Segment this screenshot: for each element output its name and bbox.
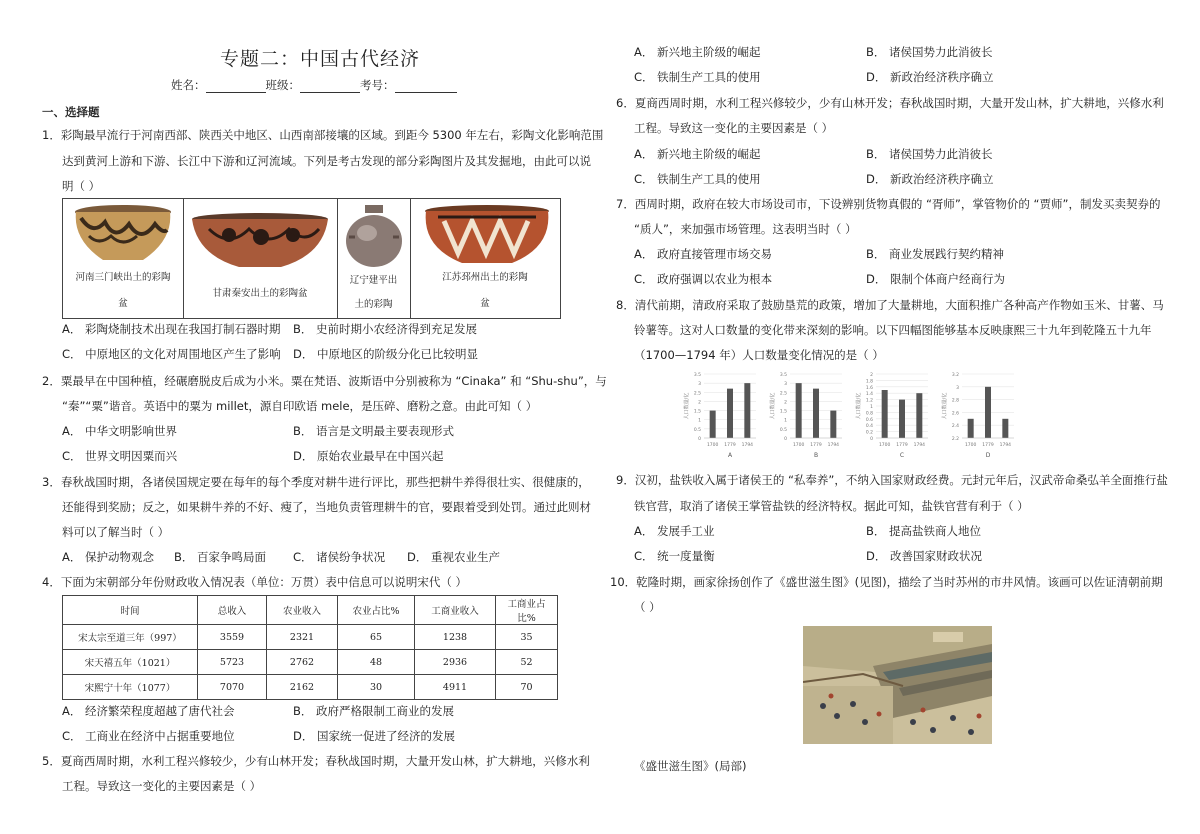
q3-option-b[interactable]: B． 百家争鸣局面 xyxy=(174,550,267,564)
table-cell: 35 xyxy=(496,625,558,650)
y-tick-label: 0.2 xyxy=(865,430,873,436)
table-cell: 30 xyxy=(338,675,415,700)
q4-option-d[interactable]: D． 国家统一促进了经济的发展 xyxy=(293,729,456,743)
table-row xyxy=(63,650,558,675)
y-tick-label: 1.8 xyxy=(865,379,873,385)
y-tick-label: 0 xyxy=(698,437,701,442)
q7-option-c[interactable]: C． 政府强调以农业为根本 xyxy=(634,272,773,286)
q3-line-1: 3．春秋战国时期，各诸侯国规定要在每年的每个季度对耕牛进行评比，那些把耕牛养得很壮实、很健康的， xyxy=(42,475,590,489)
y-tick-label: 0.5 xyxy=(693,427,701,433)
y-tick-label: 0.5 xyxy=(779,427,787,433)
y-tick-label: 1.2 xyxy=(865,398,873,404)
table-cell: 宋太宗至道三年（997） xyxy=(63,625,198,650)
q7-option-b[interactable]: B． 商业发展践行契约精神 xyxy=(866,247,1005,261)
section-heading: 一、选择题 xyxy=(42,105,100,119)
bar xyxy=(710,411,716,438)
number-label: 考号： xyxy=(360,78,395,92)
population-chart-b xyxy=(768,370,846,460)
y-tick-label: 2 xyxy=(698,400,701,406)
y-tick-label: 2.5 xyxy=(693,391,701,397)
q10-line-2: （ ） xyxy=(634,600,661,614)
y-tick-label: 3 xyxy=(784,382,787,388)
y-tick-label: 1 xyxy=(784,418,787,424)
pottery-caption-4: 江苏邳州出土的彩陶 盆 xyxy=(442,272,528,309)
x-tick-label: 1700 xyxy=(792,443,805,448)
q1-line-2: 达到黄河上游和下游、长江中下游和辽河流域。下列是考古发现的部分彩陶图片及其发掘地，由此可以说 xyxy=(62,154,591,168)
y-tick-label: 0 xyxy=(870,437,873,442)
q8-line-2: 铃薯等。这对人口数量的变化带来深刻的影响。以下四幅图能够基本反映康熙三十九年到乾隆五十九年 xyxy=(634,323,1152,337)
y-axis-label: 人口数量/亿 xyxy=(942,392,948,420)
pottery-image-4 xyxy=(418,203,556,267)
q2-line-1: 2．粟最早在中国种植，经碾磨脱皮后成为小米。粟在梵语、波斯语中分别被称为 “Cinaka” 和 “Shu-shu”，与 xyxy=(42,374,607,388)
table-header: 工商业收入 xyxy=(415,596,496,625)
y-tick-label: 2.4 xyxy=(951,424,959,430)
q6-option-c[interactable]: C． 铁制生产工具的使用 xyxy=(634,172,761,186)
table-cell: 3559 xyxy=(198,625,267,650)
q1-option-c[interactable]: C． 中原地区的文化对周围地区产生了影响 xyxy=(62,347,281,361)
y-tick-label: 3 xyxy=(698,382,701,388)
q2-option-d[interactable]: D． 原始农业最早在中国兴起 xyxy=(293,449,444,463)
x-tick-label: 1794 xyxy=(999,443,1012,448)
pottery-image-3 xyxy=(343,203,405,269)
bar xyxy=(882,390,888,438)
q1-option-b[interactable]: B． 史前时期小农经济得到充足发展 xyxy=(293,322,478,336)
q6-option-b[interactable]: B． 诸侯国势力此消彼长 xyxy=(866,147,993,161)
pottery-image-1 xyxy=(71,202,175,266)
y-tick-label: 3.5 xyxy=(693,373,701,378)
q9-line-2: 铁官营，取消了诸侯王掌管盐铁的经济特权。据此可知，盐铁官营有利于（ ） xyxy=(634,499,1029,513)
y-axis-label: 人口数量/亿 xyxy=(770,392,776,420)
q7-option-d[interactable]: D． 限制个体商户经商行为 xyxy=(866,272,1006,286)
chart-option-label: C xyxy=(899,452,905,459)
q10-line-1: 10．乾隆时期，画家徐扬创作了《盛世滋生图》(见图)，描绘了当时苏州的市井风情。该画可以佐证清朝前期 xyxy=(610,575,1163,589)
table-cell: 2762 xyxy=(267,650,338,675)
y-tick-label: 3 xyxy=(956,385,959,391)
q5-option-d[interactable]: D． 新政治经济秩序确立 xyxy=(866,70,994,84)
y-tick-label: 0.6 xyxy=(865,417,873,423)
bar xyxy=(813,389,819,438)
q6-line-2: 工程。导致这一变化的主要因素是（ ） xyxy=(634,121,834,135)
x-tick-label: 1779 xyxy=(810,443,822,448)
y-tick-label: 2.2 xyxy=(951,437,959,442)
q9-line-1: 9．汉初，盐铁收入属于诸侯王的 “私奉养”，不纳入国家财政经费。元封元年后，汉武帝命桑弘羊全面推行盐 xyxy=(616,473,1168,487)
chart-option-label: A xyxy=(727,452,733,459)
table-cell: 7070 xyxy=(198,675,267,700)
q1-option-a[interactable]: A． 彩陶烧制技术出现在我国打制石器时期 xyxy=(62,322,281,336)
class-blank[interactable] xyxy=(300,81,360,93)
y-tick-label: 1.5 xyxy=(693,409,701,415)
table-cell: 宋熙宁十年（1077） xyxy=(63,675,198,700)
x-tick-label: 1794 xyxy=(741,443,754,448)
bar xyxy=(744,383,750,438)
table-cell: 5723 xyxy=(198,650,267,675)
q5-line-2: 工程。导致这一变化的主要因素是（ ） xyxy=(62,779,262,793)
q5-option-b[interactable]: B． 诸侯国势力此消彼长 xyxy=(866,45,993,59)
q3-option-a[interactable]: A． 保护动物观念 xyxy=(62,550,155,564)
bar xyxy=(985,387,991,438)
table-cell: 1238 xyxy=(415,625,496,650)
q4-option-c[interactable]: C． 工商业在经济中占据重要地位 xyxy=(62,729,235,743)
y-tick-label: 0 xyxy=(784,437,787,442)
y-axis-label: 人口数量/亿 xyxy=(856,392,862,420)
q2-option-c[interactable]: C． 世界文明因粟而兴 xyxy=(62,449,178,463)
table-cell: 2321 xyxy=(267,625,338,650)
y-tick-label: 1 xyxy=(698,418,701,424)
q6-option-d[interactable]: D． 新政治经济秩序确立 xyxy=(866,172,994,186)
bar xyxy=(968,419,974,438)
y-tick-label: 1.4 xyxy=(865,392,873,398)
bar xyxy=(796,383,802,438)
q3-line-2: 还能得到奖励；反之，如果耕牛养的不好、瘦了，当地负责管理耕牛的官，要跟着受到处罚。通过此则材 xyxy=(62,500,591,514)
population-chart-c xyxy=(854,370,932,460)
y-tick-label: 2.5 xyxy=(779,391,787,397)
table-header: 总收入 xyxy=(198,596,267,625)
table-cell: 70 xyxy=(496,675,558,700)
table-header-row xyxy=(63,596,558,625)
table-cell: 2936 xyxy=(415,650,496,675)
x-tick-label: 1700 xyxy=(964,443,977,448)
name-blank[interactable] xyxy=(206,81,266,93)
y-tick-label: 0.8 xyxy=(865,411,873,417)
pottery-image-2 xyxy=(189,211,331,271)
q8-line-3: （1700—1794 年）人口数量变化情况的是（ ） xyxy=(634,348,884,362)
bar xyxy=(830,411,836,438)
q4-option-b[interactable]: B． 政府严格限制工商业的发展 xyxy=(293,704,455,718)
x-tick-label: 1779 xyxy=(896,443,908,448)
x-tick-label: 1700 xyxy=(706,443,719,448)
x-tick-label: 1700 xyxy=(878,443,891,448)
painting-image xyxy=(803,626,992,744)
table-cell: 4911 xyxy=(415,675,496,700)
q8-line-1: 8．清代前期，清政府采取了鼓励垦荒的政策，增加了大量耕地，大面积推广各种高产作物如玉米、甘薯、马 xyxy=(616,298,1164,312)
table-cell: 2162 xyxy=(267,675,338,700)
revenue-table xyxy=(62,595,558,700)
x-tick-label: 1794 xyxy=(913,443,926,448)
y-tick-label: 2 xyxy=(784,400,787,406)
population-chart-a xyxy=(682,370,760,460)
q1-line-1: 1．彩陶最早流行于河南西部、陕西关中地区、山西南部接壤的区域。到距今 5300 年左右，彩陶文化影响范围 xyxy=(42,128,604,142)
y-axis-label: 人口数量/亿 xyxy=(684,392,690,420)
painting-caption: 《盛世滋生图》(局部) xyxy=(634,759,747,773)
pottery-caption-1: 河南三门峡出土的彩陶 盆 xyxy=(75,272,171,309)
q9-option-d[interactable]: D． 改善国家财政状况 xyxy=(866,549,983,563)
population-chart-d xyxy=(940,370,1018,460)
y-tick-label: 2.6 xyxy=(951,411,959,417)
q9-option-b[interactable]: B． 提高盐铁商人地位 xyxy=(866,524,982,538)
q5-option-c[interactable]: C． 铁制生产工具的使用 xyxy=(634,70,761,84)
population-charts xyxy=(682,370,1022,462)
y-tick-label: 1.6 xyxy=(865,385,873,391)
q9-option-c[interactable]: C． 统一度量衡 xyxy=(634,549,715,563)
table-header: 农业收入 xyxy=(267,596,338,625)
table-cell: 52 xyxy=(496,650,558,675)
page-title: 专题二：中国古代经济 xyxy=(220,48,421,70)
q7-line-2: “质人”，来加强市场管理。这表明当时（ ） xyxy=(634,222,857,236)
chart-option-label: D xyxy=(985,452,991,459)
q3-line-3: 料可以了解当时（ ） xyxy=(62,525,170,539)
bar xyxy=(916,393,922,438)
q9-option-a[interactable]: A． 发展手工业 xyxy=(634,524,715,538)
q3-option-c[interactable]: C． 诸侯纷争状况 xyxy=(293,550,386,564)
table-header: 农业占比% xyxy=(338,596,415,625)
q4-option-a[interactable]: A． 经济繁荣程度超越了唐代社会 xyxy=(62,704,235,718)
class-label: 班级： xyxy=(265,78,300,92)
q1-option-d[interactable]: D． 中原地区的阶级分化已比较明显 xyxy=(293,347,479,361)
q7-line-1: 7．西周时期，政府在较大市场设司市，下设辨别货物真假的 “胥师”，掌管物价的 “贾师”，制发买卖契券的 xyxy=(616,197,1161,211)
x-tick-label: 1779 xyxy=(982,443,994,448)
bar xyxy=(1002,419,1008,438)
bar xyxy=(727,389,733,438)
pottery-caption-2: 甘肃秦安出土的彩陶盆 xyxy=(212,288,308,299)
q5-option-a[interactable]: A． 新兴地主阶级的崛起 xyxy=(634,45,761,59)
q4-line-1: 4．下面为宋朝部分年份财政收入情况表（单位：万贯）表中信息可以说明宋代（ ） xyxy=(42,575,467,589)
y-tick-label: 3.2 xyxy=(951,373,959,378)
y-tick-label: 2.8 xyxy=(951,398,959,404)
q7-option-a[interactable]: A． 政府直接管理市场交易 xyxy=(634,247,773,261)
y-tick-label: 3.5 xyxy=(779,373,787,378)
x-tick-label: 1779 xyxy=(724,443,736,448)
table-row xyxy=(63,625,558,650)
y-tick-label: 1.5 xyxy=(779,409,787,415)
y-tick-label: 2 xyxy=(870,373,873,378)
q3-option-d[interactable]: D． 重视农业生产 xyxy=(407,550,501,564)
chart-option-label: B xyxy=(813,452,819,459)
number-blank[interactable] xyxy=(395,81,457,93)
table-header: 工商业占比% xyxy=(496,596,558,625)
y-tick-label: 1 xyxy=(870,405,873,410)
q2-line-2: “秦”“粟”谐音。英语中的粟为 millet，源自印欧语 mele，是压碎、磨粉之意。由此可知（ ） xyxy=(62,399,538,413)
x-tick-label: 1794 xyxy=(827,443,840,448)
pottery-caption-3: 辽宁建平出 土的彩陶 xyxy=(349,275,398,310)
q2-option-b[interactable]: B． 语言是文明最主要表现形式 xyxy=(293,424,455,438)
y-tick-label: 0.4 xyxy=(865,424,873,430)
pottery-figure xyxy=(62,198,561,319)
table-cell: 48 xyxy=(338,650,415,675)
q2-option-a[interactable]: A． 中华文明影响世界 xyxy=(62,424,178,438)
q1-line-3: 明（ ） xyxy=(62,179,101,193)
q6-option-a[interactable]: A． 新兴地主阶级的崛起 xyxy=(634,147,761,161)
q6-line-1: 6．夏商西周时期，水利工程兴修较少，少有山林开发；春秋战国时期，大量开发山林，扩大耕地，兴修水利 xyxy=(616,96,1164,110)
student-info xyxy=(171,77,457,93)
table-row xyxy=(63,675,558,700)
q5-line-1: 5．夏商西周时期，水利工程兴修较少，少有山林开发；春秋战国时期，大量开发山林，扩大耕地，兴修水利 xyxy=(42,754,590,768)
bar xyxy=(899,400,905,438)
table-cell: 宋天禧五年（1021） xyxy=(63,650,198,675)
table-header: 时间 xyxy=(63,596,198,625)
name-label: 姓名： xyxy=(171,78,206,92)
table-cell: 65 xyxy=(338,625,415,650)
